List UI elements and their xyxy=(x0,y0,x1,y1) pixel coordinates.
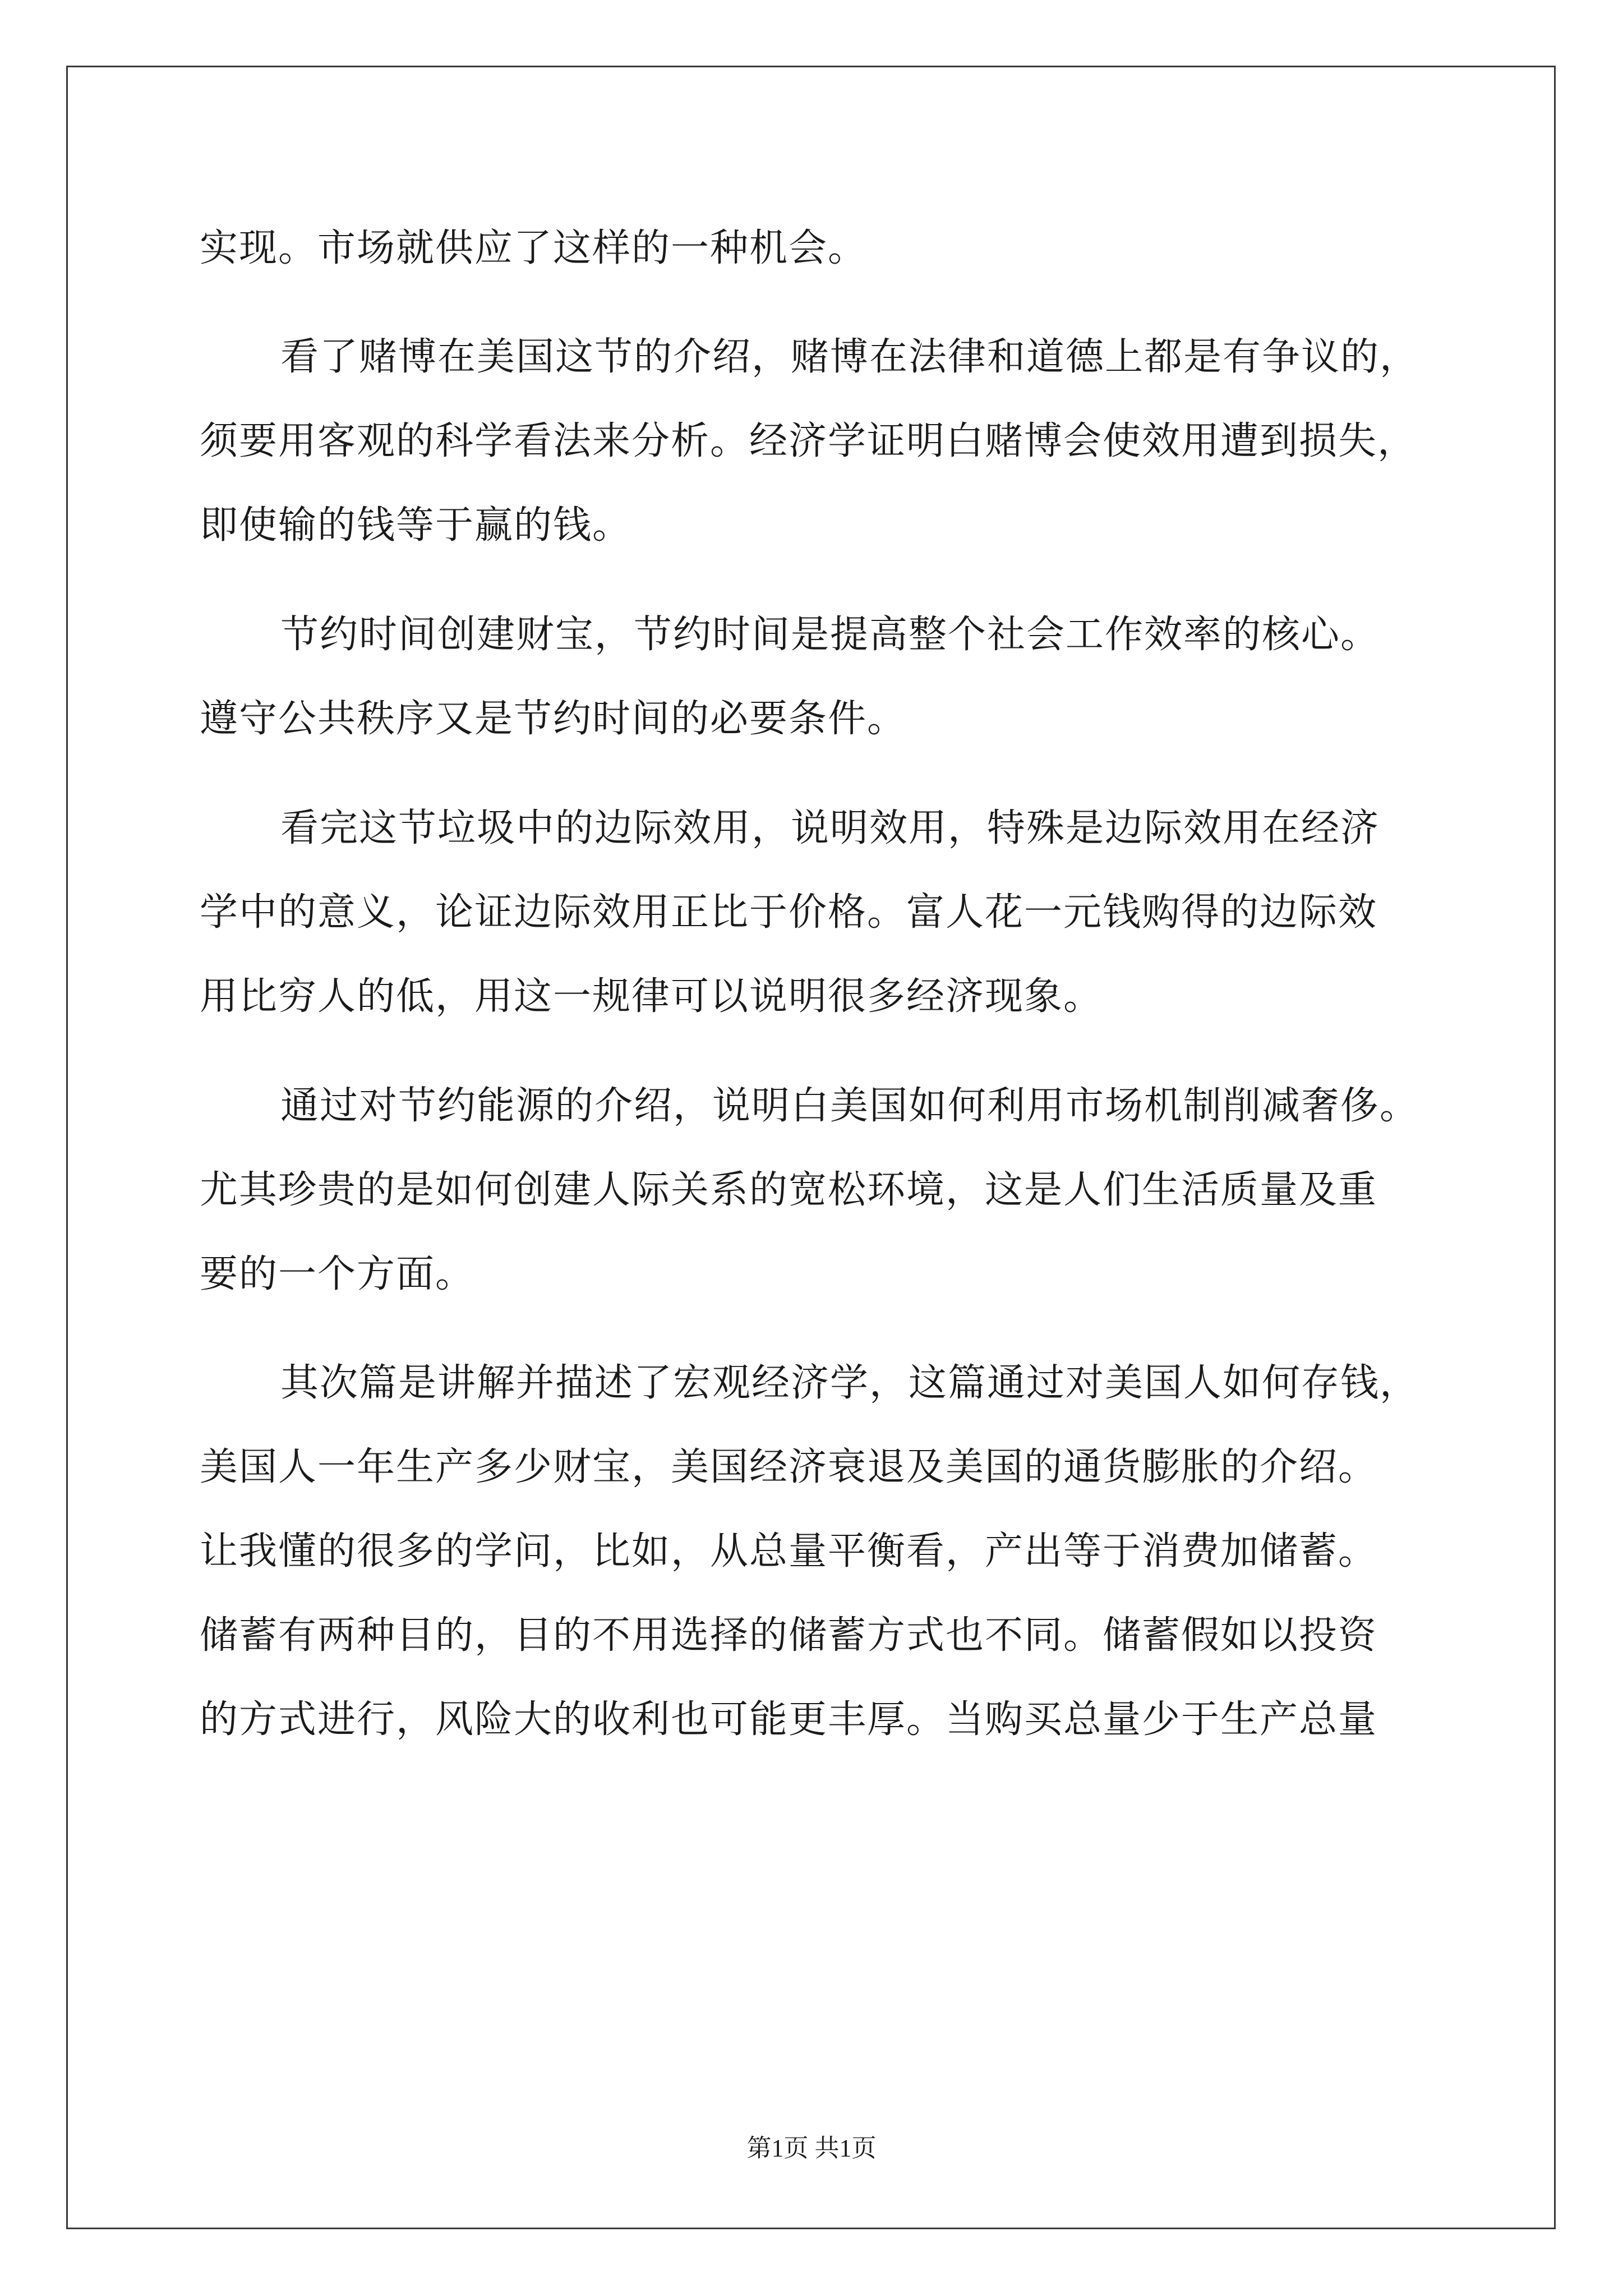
body-text-line: 实现。市场就供应了这样的一种机会。 xyxy=(200,226,868,270)
body-text-line: 尤其珍贵的是如何创建人际关系的宽松环境，这是人们生活质量及重 xyxy=(200,1168,1378,1212)
body-text-line: 遵守公共秩序又是节约时间的必要条件。 xyxy=(200,697,907,741)
body-text-line: 用比穷人的低，用这一规律可以说明很多经济现象。 xyxy=(200,974,1103,1019)
body-text-line: 即使输的钱等于赢的钱。 xyxy=(200,503,632,547)
body-text-line: 看完这节垃圾中的边际效用，说明效用，特殊是边际效用在经济 xyxy=(280,806,1380,850)
body-text-line: 的方式进行，风险大的收利也可能更丰厚。当购买总量少于生产总量 xyxy=(200,1697,1378,1742)
body-text-line: 要的一个方面。 xyxy=(200,1252,475,1296)
body-text-line: 学中的意义，论证边际效用正比于价格。富人花一元钱购得的边际效 xyxy=(200,890,1378,935)
body-text-line: 须要用客观的科学看法来分析。经济学证明白赌博会使效用遭到损失， xyxy=(200,419,1417,463)
body-text-line: 看了赌博在美国这节的介绍，赌博在法律和道德上都是有争议的， xyxy=(280,335,1419,379)
body-text-line: 让我懂的很多的学问，比如，从总量平衡看，产出等于消费加储蓄。 xyxy=(200,1529,1378,1573)
body-text-line: 储蓄有两种目的，目的不用选择的储蓄方式也不同。储蓄假如以投资 xyxy=(200,1613,1378,1658)
page-number-footer: 第1页 共1页 xyxy=(746,2134,877,2162)
body-text-line: 节约时间创建财宝，节约时间是提高整个社会工作效率的核心。 xyxy=(280,613,1380,657)
body-text-line: 美国人一年生产多少财宝，美国经济衰退及美国的通货膨胀的介绍。 xyxy=(200,1445,1378,1489)
page-border xyxy=(66,66,1556,2229)
body-text-line: 通过对节约能源的介绍，说明白美国如何利用市场机制削减奢侈。 xyxy=(280,1084,1419,1128)
body-text-line: 其次篇是讲解并描述了宏观经济学，这篇通过对美国人如何存钱， xyxy=(280,1361,1419,1405)
